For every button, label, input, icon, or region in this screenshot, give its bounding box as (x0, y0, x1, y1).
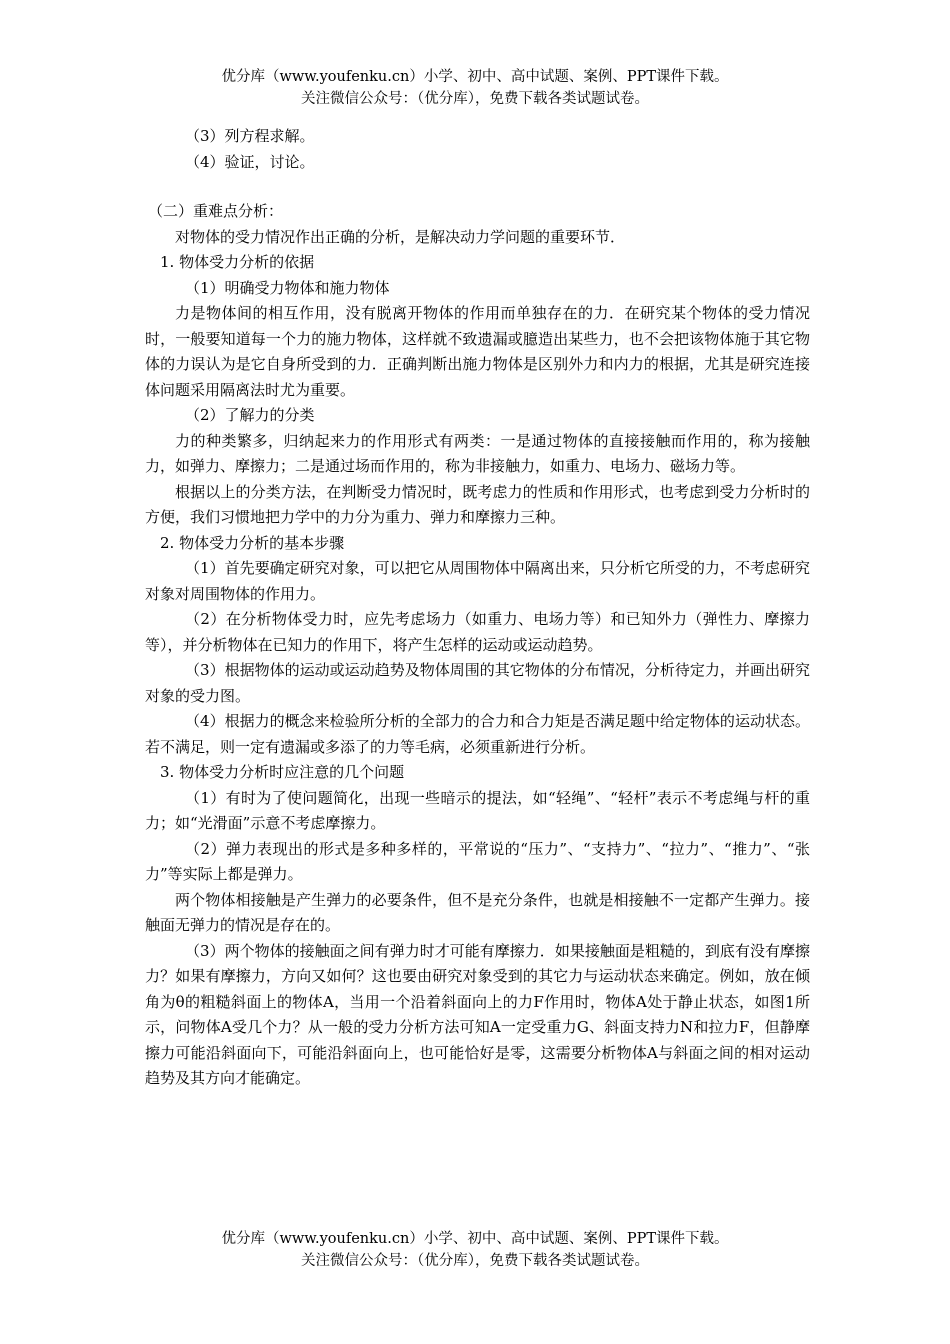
spacer (145, 175, 810, 199)
note-paragraph-2: （2）弹力表现出的形式是多种多样的，平常说的“压力”、“支持力”、“拉力”、“推力”、“张力”等实际上都是弹力。 (145, 839, 810, 883)
paragraph-1: 力是物体间的相互作用，没有脱离开物体的作用而单独存在的力．在研究某个物体的受力情况时，一般要知道每一个力的施力物体，这样就不致遗漏或臆造出某些力，也不会把该物体施于其它物体的力误认为是它自身所受到的力．正确判断出施力物体是区别外力和内力的根据，尤其是研究连接体问题采用隔离法时尤为重要。 (145, 304, 810, 399)
heading-3: 3. 物体受力分析时应注意的几个问题 (160, 763, 405, 781)
step-paragraph-3: （3）根据物体的运动或运动趋势及物体周围的其它物体的分布情况，分析待定力，并画出研究对象的受力图。 (145, 661, 810, 705)
footer-line-1: 优分库（www.youfenku.cn）小学、初中、高中试题、案例、PPT课件下载。 (221, 1231, 729, 1247)
step-paragraph-1: （1）首先要确定研究对象，可以把它从周围物体中隔离出来，只分析它所受的力，不考虑研究对象对周围物体的作用力。 (145, 559, 810, 603)
header-line-1: 优分库（www.youfenku.cn）小学、初中、高中试题、案例、PPT课件下载。 (221, 69, 729, 85)
step-3: （3）列方程求解。 (185, 127, 315, 145)
paragraph-2: 力的种类繁多，归纳起来力的作用形式有两类：一是通过物体的直接接触而作用的，称为接触力，如弹力、摩擦力；二是通过场而作用的，称为非接触力，如重力、电场力、磁场力等。 (145, 431, 810, 475)
document-body (145, 124, 810, 1092)
paragraph-3: 根据以上的分类方法，在判断受力情况时，既考虑力的性质和作用形式，也考虑到受力分析时的方便，我们习惯地把力学中的力分为重力、弹力和摩擦力三种。 (145, 482, 810, 526)
footer-line-2: 关注微信公众号：（优分库），免费下载各类试题试卷。 (301, 1253, 649, 1269)
section-title: （二）重难点分析： (148, 202, 284, 220)
heading-2: 2. 物体受力分析的基本步骤 (160, 533, 345, 552)
step-4: （4）验证，讨论。 (185, 152, 315, 171)
page-header (0, 66, 950, 110)
subheading-1-1: （1）明确受力物体和施力物体 (185, 278, 390, 297)
note-paragraph-3: （3）两个物体的接触面之间有弹力时才可能有摩擦力．如果接触面是粗糙的，到底有没有摩擦力？如果有摩擦力，方向又如何？这也要由研究对象受到的其它力与运动状态来确定。例如，放在倾角为θ的粗糙斜面上的物体A，当用一个沿着斜面向上的力F作用时，物体A处于静止状态，如图1所示，问物体A受几个力？从一般的受力分析方法可知A一定受重力G、斜面支持力N和拉力F，但静摩擦力可能沿斜面向下，可能沿斜面向上，也可能恰好是零，这需要分析物体A与斜面之间的相对运动趋势及其方向才能确定。 (145, 941, 810, 1087)
note-paragraph-1: （1）有时为了使问题简化，出现一些暗示的提法，如“轻绳”、“轻杆”表示不考虑绳与杆的重力；如“光滑面”示意不考虑摩擦力。 (145, 788, 810, 832)
subheading-1-2: （2）了解力的分类 (185, 406, 315, 424)
intro-paragraph: 对物体的受力情况作出正确的分析，是解决动力学问题的重要环节． (175, 227, 626, 246)
note-paragraph-2b: 两个物体相接触是产生弹力的必要条件，但不是充分条件，也就是相接触不一定都产生弹力。接触面无弹力的情况是存在的。 (145, 890, 810, 934)
page-footer (0, 1228, 950, 1272)
heading-1: 1. 物体受力分析的依据 (160, 253, 315, 271)
step-paragraph-2: （2）在分析物体受力时，应先考虑场力（如重力、电场力等）和已知外力（弹性力、摩擦力等），并分析物体在已知力的作用下，将产生怎样的运动或运动趋势。 (145, 610, 810, 654)
header-line-2: 关注微信公众号：（优分库），免费下载各类试题试卷。 (301, 91, 649, 107)
step-paragraph-4: （4）根据力的概念来检验所分析的全部力的合力和合力矩是否满足题中给定物体的运动状态。若不满足，则一定有遗漏或多添了的力等毛病，必须重新进行分析。 (145, 712, 810, 756)
